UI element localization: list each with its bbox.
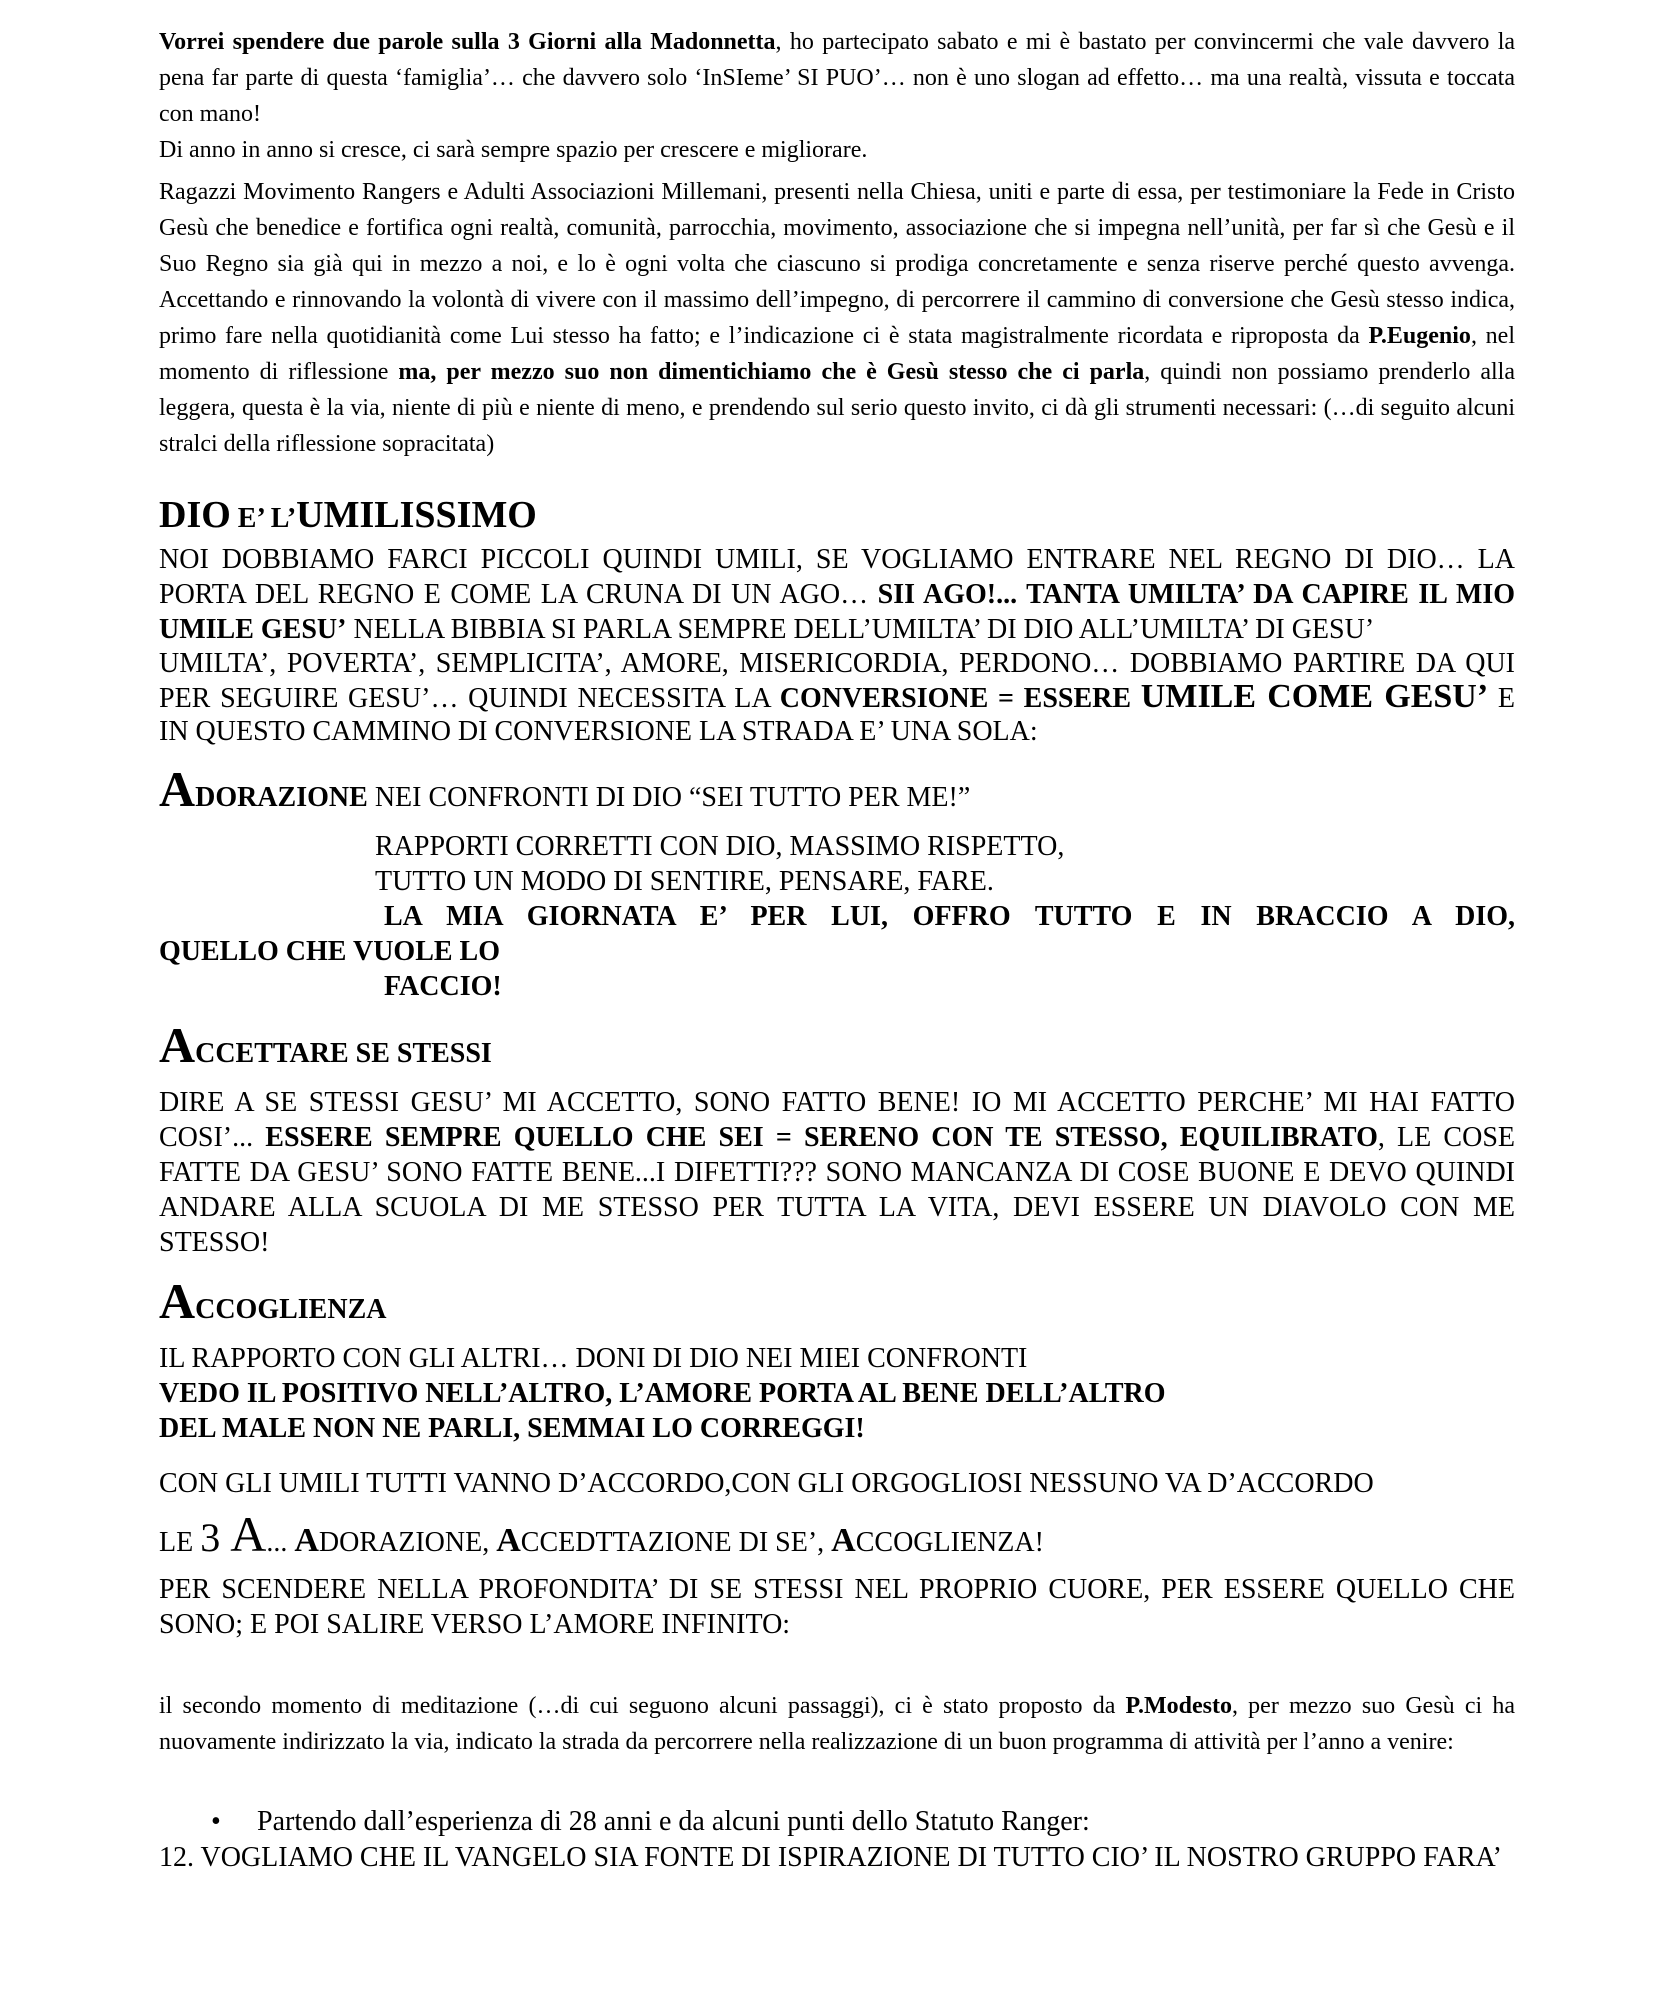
name-modesto: P.Modesto [1125, 1693, 1232, 1719]
intro-paragraph-2: Di anno in anno si cresce, ci sarà sempre spazio per crescere e migliorare. [159, 137, 868, 163]
section-title: DIO E’ L’UMILISSIMO [159, 494, 537, 536]
statuto-point-12: 12. VOGLIAMO CHE IL VANGELO SIA FONTE DI ISPIRAZIONE DI TUTTO CIO’ IL NOSTRO GRUPPO FARA’ [159, 1842, 1502, 1873]
name-eugenio: P.Eugenio [1368, 323, 1471, 349]
accoglienza-line-1: IL RAPPORTO CON GLI ALTRI… DONI DI DIO NEI MIEI CONFRONTI [159, 1343, 1028, 1374]
adorazione-heading: ADORAZIONE NEI CONFRONTI DI DIO “SEI TUTTO PER ME!” [159, 761, 971, 817]
adorazione-line-4: QUELLO CHE VUOLE LO [159, 936, 501, 967]
accoglienza-heading: ACCOGLIENZA [159, 1273, 387, 1329]
meditazione-paragraph: il secondo momento di meditazione (…di cui seguono alcuni passaggi), ci è stato proposto da P.Modesto, per mezzo suo Gesù ci ha nuovamente indirizzato la via, indicato la strada da percorrere nella realizzazione di un buon programma di attività per l’anno a venire: [159, 1693, 1516, 1755]
adorazione-line-5: FACCIO! [384, 971, 502, 1002]
accoglienza-line-3: DEL MALE NON NE PARLI, SEMMAI LO CORREGGI! [159, 1413, 865, 1444]
adorazione-line-2: TUTTO UN MODO DI SENTIRE, PENSARE, FARE. [375, 866, 994, 897]
document-page [159, 24, 1515, 1875]
bullet-item: • Partendo dall’esperienza di 28 anni e da alcuni punti dello Statuto Ranger: [159, 1804, 1515, 1840]
accoglienza-line-2: VEDO IL POSITIVO NELL’ALTRO, L’AMORE PORTA AL BENE DELL’ALTRO [159, 1378, 1166, 1409]
accettare-heading: ACCETTARE SE STESSI [159, 1017, 492, 1073]
accettare-paragraph: DIRE A SE STESSI GESU’ MI ACCETTO, SONO FATTO BENE! IO MI ACCETTO PERCHE’ MI HAI FATTO COSI’... ESSERE SEMPRE QUELLO CHE SEI = SERENO CON TE STESSO, EQUILIBRATO, LE COSE FATTE DA GESU’ SONO FATTE BENE...I DIFETTI??? SONO MANCANZA DI COSE BUONE E DEVO QUINDI ANDARE ALLA SCUOLA DI ME STESSO PER TUTTA LA VITA, DEVI ESSERE UN DIAVOLO CON ME STESSO! [159, 1087, 1516, 1258]
bullet-icon: • [211, 1806, 221, 1837]
adorazione-line-1: RAPPORTI CORRETTI CON DIO, MASSIMO RISPETTO, [375, 831, 1065, 862]
umilta-paragraph-1: NOI DOBBIAMO FARCI PICCOLI QUINDI UMILI, SE VOGLIAMO ENTRARE NEL REGNO DI DIO… LA PORTA DEL REGNO E COME LA CRUNA DI UN AGO… SII AGO!... TANTA UMILTA’ DA CAPIRE IL MIO UMILE GESU’ NELLA BIBBIA SI PARLA SEMPRE DELL’UMILTA’ DI DIO ALL’UMILTA’ DI GESU’ [159, 544, 1515, 645]
intro-section [159, 24, 1515, 462]
tre-a-heading: LE 3 A... ADORAZIONE, ACCEDTTAZIONE DI SE’, ACCOGLIENZA! [159, 1506, 1044, 1562]
umilta-paragraph-2: UMILTA’, POVERTA’, SEMPLICITA’, AMORE, MISERICORDIA, PERDONO… DOBBIAMO PARTIRE DA QUI PER SEGUIRE GESU’… QUINDI NECESSITA LA CONVERSIONE = ESSERE UMILE COME GESU’ E IN QUESTO CAMMINO DI CONVERSIONE LA STRADA E’ UNA SOLA: [159, 648, 1515, 747]
umili-line: CON GLI UMILI TUTTI VANNO D’ACCORDO,CON GLI ORGOGLIOSI NESSUNO VA D’ACCORDO [159, 1468, 1374, 1499]
adorazione-line-3: LA MIA GIORNATA E’ PER LUI, OFFRO TUTTO E IN BRACCIO A DIO, [384, 901, 1515, 932]
meditazione-section [159, 1688, 1515, 1760]
intro-paragraph-1: Vorrei spendere due parole sulla 3 Giorni alla Madonnetta, ho partecipato sabato e mi è bastato per convincermi che vale davvero la pena far parte di questa ‘famiglia’… che davvero solo ‘InSIeme’ SI PUO’… non è uno slogan ad effetto… ma una realtà, vissuta e toccata con mano! [159, 29, 1516, 127]
intro-paragraph-3: Ragazzi Movimento Rangers e Adulti Associazioni Millemani, presenti nella Chiesa, uniti e parte di essa, per testimoniare la Fede in Cristo Gesù che benedice e fortifica ogni realtà, comunità, parrocchia, movimento, associazione che si impegna nell’unità, per far sì che Gesù e il Suo Regno sia già qui in mezzo a noi, e lo è ogni volta che ciascuno si prodiga concretamente e senza riserve perché questo avvenga. Accettando e rinnovando la volontà di vivere con il massimo dell’impegno, di percorrere il cammino di conversione che Gesù stesso indica, primo fare nella quotidianità come Lui stesso ha fatto; e l’indicazione ci è stata magistralmente ricordata e riproposta da P.Eugenio, nel momento di riflessione ma, per mezzo suo non dimentichiamo che è Gesù stesso che ci parla, quindi non possiamo prenderlo alla leggera, questa è la via, niente di più e niente di meno, e prendendo sul serio questo invito, ci dà gli strumenti necessari: (…di seguito alcuni stralci della riflessione sopracitata) [159, 179, 1516, 457]
intro-lead-bold: Vorrei spendere due parole sulla 3 Giorni alla Madonnetta [159, 29, 776, 55]
tre-a-body: PER SCENDERE NELLA PROFONDITA’ DI SE STESSI NEL PROPRIO CUORE, PER ESSERE QUELLO CHE SONO; E POI SALIRE VERSO L’AMORE INFINITO: [159, 1574, 1515, 1640]
